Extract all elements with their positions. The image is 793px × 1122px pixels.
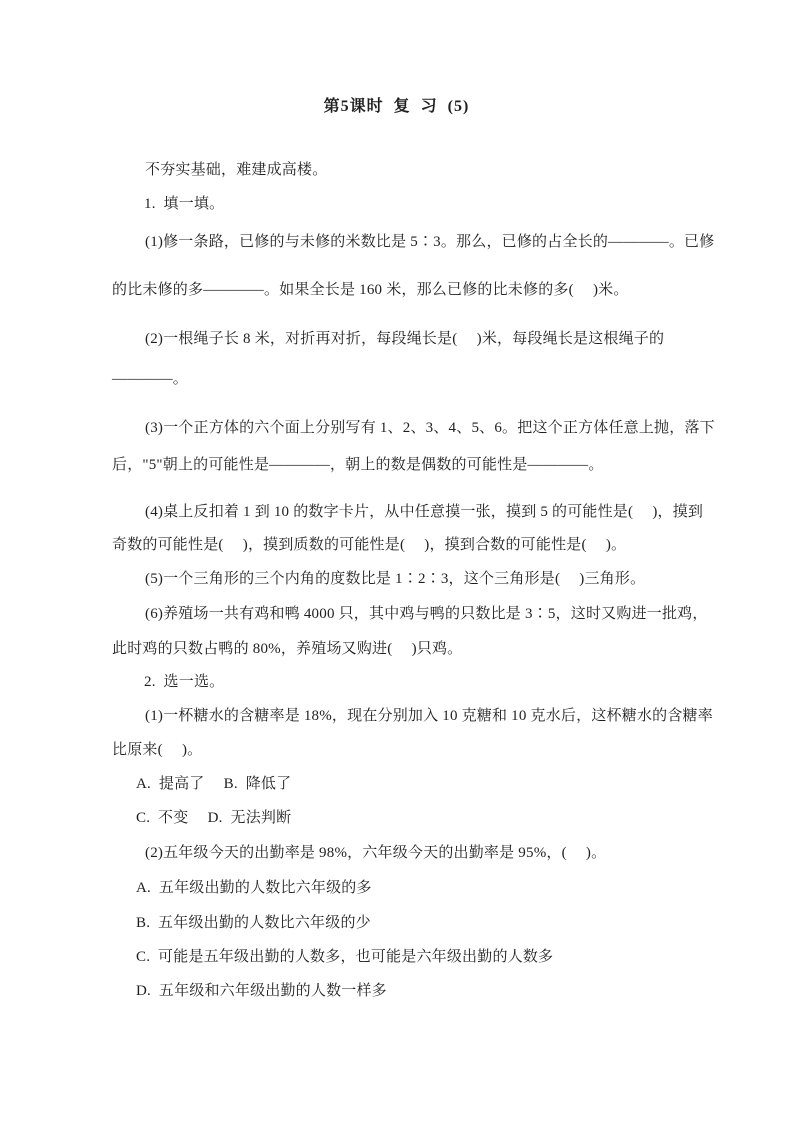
q2-heading: 2. 选一选。: [144, 674, 225, 690]
q1-heading: 1. 填一填。: [144, 196, 225, 212]
q1-item3-line1: (3)一个正方体的六个面上分别写有 1、2、3、4、5、6。把这个正方体任意上抛，落下: [145, 420, 715, 436]
q2-item2-option-b: B. 五年级出勤的人数比六年级的少: [136, 915, 371, 931]
q2-item1-line1: (1)一杯糖水的含糖率是 18%，现在分别加入 10 克糖和 10 克水后，这杯糖水的含糖率: [145, 708, 713, 724]
q2-item1-options-ab: A. 提高了 B. 降低了: [136, 776, 292, 792]
q2-item2-option-d: D. 五年级和六年级出勤的人数一样多: [136, 983, 387, 999]
q2-item1-line2: 比原来( )。: [112, 742, 203, 758]
motto-line: 不夯实基础，难建成高楼。: [145, 162, 328, 178]
q1-item2-blank-line: ————。: [112, 371, 189, 387]
q1-item1-line1: (1)修一条路，已修的与未修的米数比是 5∶3。那么，已修的占全长的————。已修: [145, 234, 715, 250]
q1-item5-line: (5)一个三角形的三个内角的度数比是 1∶2∶3，这个三角形是( )三角形。: [145, 571, 646, 587]
q1-item6-line1: (6)养殖场一共有鸡和鸭 4000 只，其中鸡与鸭的只数比是 3∶5，这时又购进一批鸡，: [145, 606, 708, 622]
q1-item4-line2: 奇数的可能性是( )，摸到质数的可能性是( )，摸到合数的可能性是( )。: [112, 537, 627, 553]
q2-item2-option-c: C. 可能是五年级出勤的人数多，也可能是六年级出勤的人数多: [136, 949, 554, 965]
q1-item2-line1: (2)一根绳子长 8 米，对折再对折，每段绳长是( )米，每段绳长是这根绳子的: [145, 331, 665, 347]
worksheet-title: 第5课时 复 习 (5): [323, 98, 470, 115]
q1-item1-line2: 的比未修的多————。如果全长是 160 米，那么已修的比未修的多( )米。: [112, 282, 629, 298]
q2-item2-option-a: A. 五年级出勤的人数比六年级的多: [136, 880, 372, 896]
q2-item2-line1: (2)五年级今天的出勤率是 98%，六年级今天的出勤率是 95%，( )。: [145, 845, 607, 861]
q1-item4-line1: (4)桌上反扣着 1 到 10 的数字卡片，从中任意摸一张，摸到 5 的可能性是( )，摸到: [145, 504, 704, 520]
q1-item6-line2: 此时鸡的只数占鸭的 80%，养殖场又购进( )只鸡。: [112, 641, 463, 657]
q1-item3-line2: 后，"5"朝上的可能性是————，朝上的数是偶数的可能性是————。: [112, 457, 604, 473]
q2-item1-options-cd: C. 不变 D. 无法判断: [136, 810, 292, 826]
